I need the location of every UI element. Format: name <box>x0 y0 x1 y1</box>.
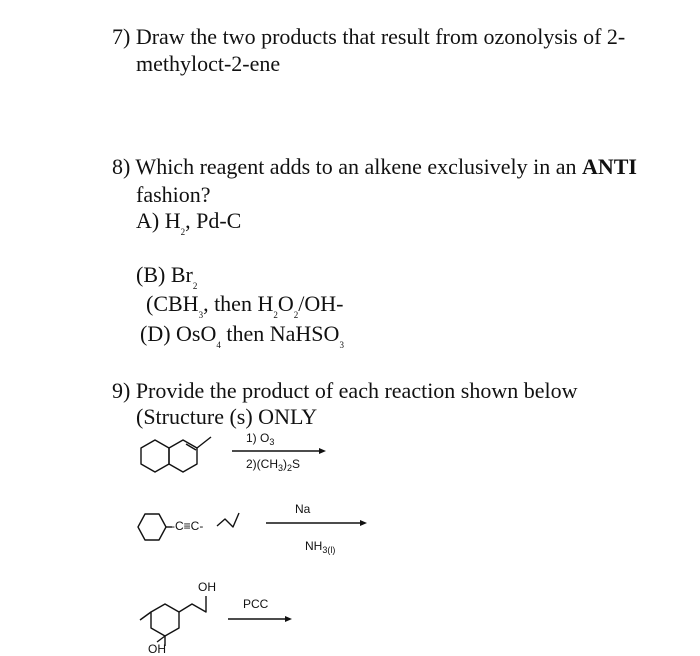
methyl-bond <box>140 612 151 620</box>
rxn3-oh-bottom: OH <box>148 642 166 656</box>
bicyclic-ring-right <box>169 440 197 472</box>
ethyl-chain <box>217 513 239 527</box>
q8-option-c: ($CBH_3$, then $H_2O_2/OH-$ <box>146 291 344 320</box>
cyclohexane-ring-3 <box>151 604 179 636</box>
methyl-substituent <box>197 437 211 448</box>
q8-line-2: fashion? <box>136 182 211 207</box>
rxn3-reagent-pcc: PCC <box>243 597 269 611</box>
rxn2-reagent-ammonia: $NH_{3(l)}$ <box>305 539 336 555</box>
q7-line-1: 7) Draw the two products that result from ozonolysis of 2- <box>112 24 626 49</box>
rxn1-reagent-dms: $2)(CH_3)_2S$ <box>246 457 301 473</box>
rxn1-reagent-ozone: 1) $O_3$ <box>246 431 275 447</box>
q9-line-2: (Structure (s) ONLY <box>136 404 318 429</box>
rxn2-reagent-sodium: Na <box>295 502 311 516</box>
rxn3-oh-top: OH <box>198 580 216 594</box>
rxn2-alkyne-label: -C≡C- <box>171 519 204 533</box>
bicyclic-ring-left <box>141 440 169 472</box>
q9-line-1: 9) Provide the product of each reaction shown below <box>112 378 578 403</box>
q8-option-d: (D) OsO$_4$ then NaHSO$_3$ <box>140 321 344 350</box>
anti-emphasis: ANTI <box>581 154 637 179</box>
q8-line-1: 8) Which reagent adds to an alkene exclusively in an ANTI <box>112 154 637 179</box>
cyclohexane-ring-2 <box>138 514 166 540</box>
q7-line-2: methyloct-2-ene <box>136 51 281 76</box>
q8-option-a: A) $H_2$, Pd-C <box>136 208 242 237</box>
ch2-ch2oh-chain <box>179 596 206 612</box>
q8-option-b: (B) $Br_2$ <box>136 262 198 291</box>
